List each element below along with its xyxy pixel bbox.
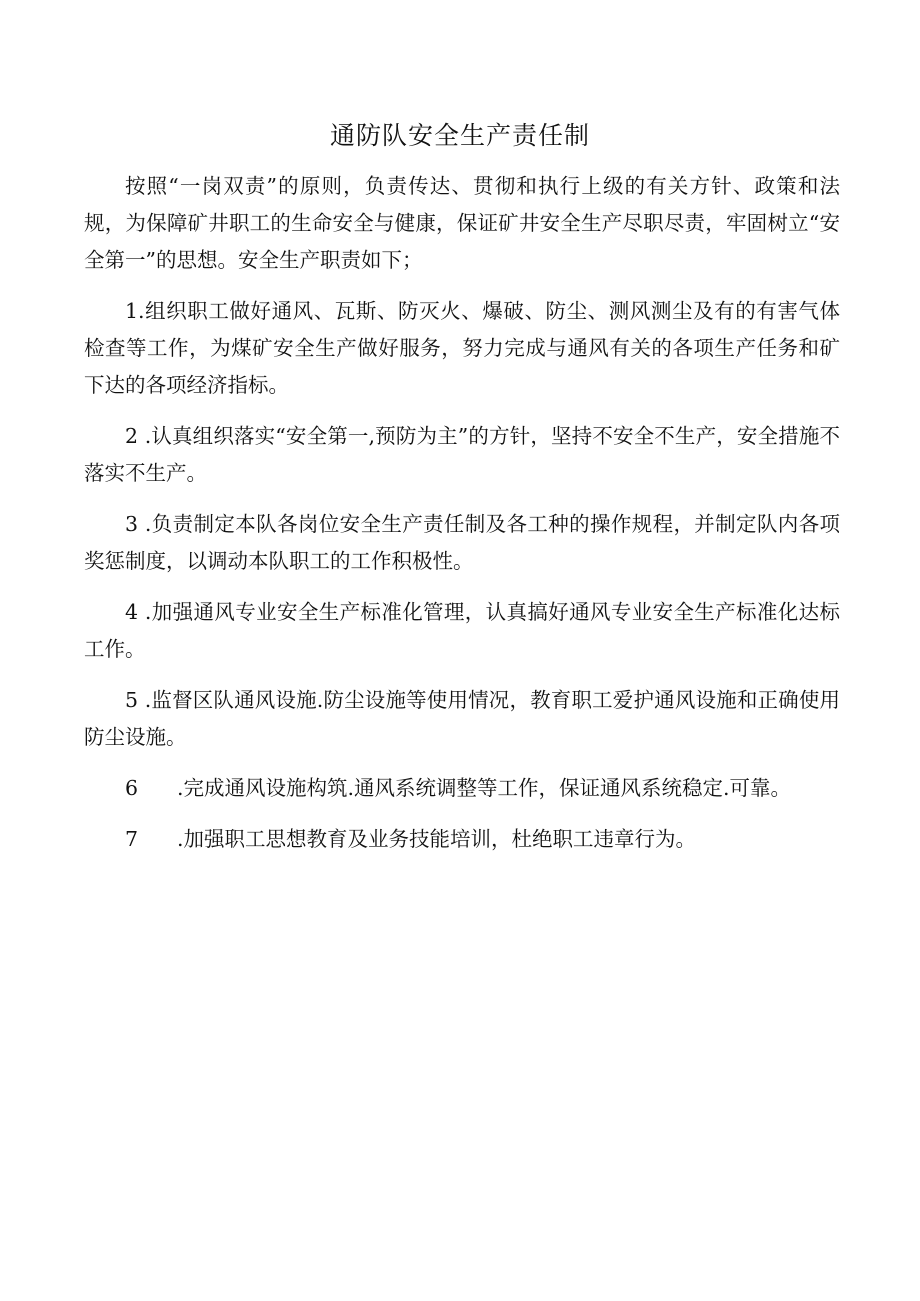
intro-paragraph: 按照“一岗双责”的原则，负责传达、贯彻和执行上级的有关方针、政策和法规，为保障矿井职工的生命安全与健康，保证矿井安全生产尽职尽责，牢固树立“安全第一”的思想。安全生产职责如下； (84, 174, 840, 272)
item-4: 4 .加强通风专业安全生产标准化管理，认真搞好通风专业安全生产标准化达标工作。 (84, 600, 840, 661)
document-body (84, 168, 840, 858)
item-1: 1.组织职工做好通风、瓦斯、防灭火、爆破、防尘、测风测尘及有的有害气体检查等工作，为煤矿安全生产做好服务，努力完成与通风有关的各项生产任务和矿下达的各项经济指标。 (84, 299, 840, 397)
item-3: 3 .负责制定本队各岗位安全生产责任制及各工种的操作规程，并制定队内各项奖惩制度，以调动本队职工的工作积极性。 (84, 512, 840, 573)
document-title: 通防队安全生产责任制 (329, 121, 590, 150)
item-7 (84, 821, 840, 858)
item-6-text: .完成通风设施构筑.通风系统调整等工作，保证通风系统稳定.可靠。 (177, 776, 792, 800)
item-7-text: .加强职工思想教育及业务技能培训，杜绝职工违章行为。 (177, 827, 697, 851)
item-6-number: 6 (125, 776, 139, 800)
item-5: 5 .监督区队通风设施.防尘设施等使用情况，教育职工爱护通风设施和正确使用防尘设施。 (84, 688, 840, 749)
item-2: 2 .认真组织落实“安全第一,预防为主”的方针，坚持不安全不生产，安全措施不落实不生产。 (84, 424, 840, 485)
item-6 (84, 770, 840, 807)
item-7-number: 7 (125, 827, 139, 851)
